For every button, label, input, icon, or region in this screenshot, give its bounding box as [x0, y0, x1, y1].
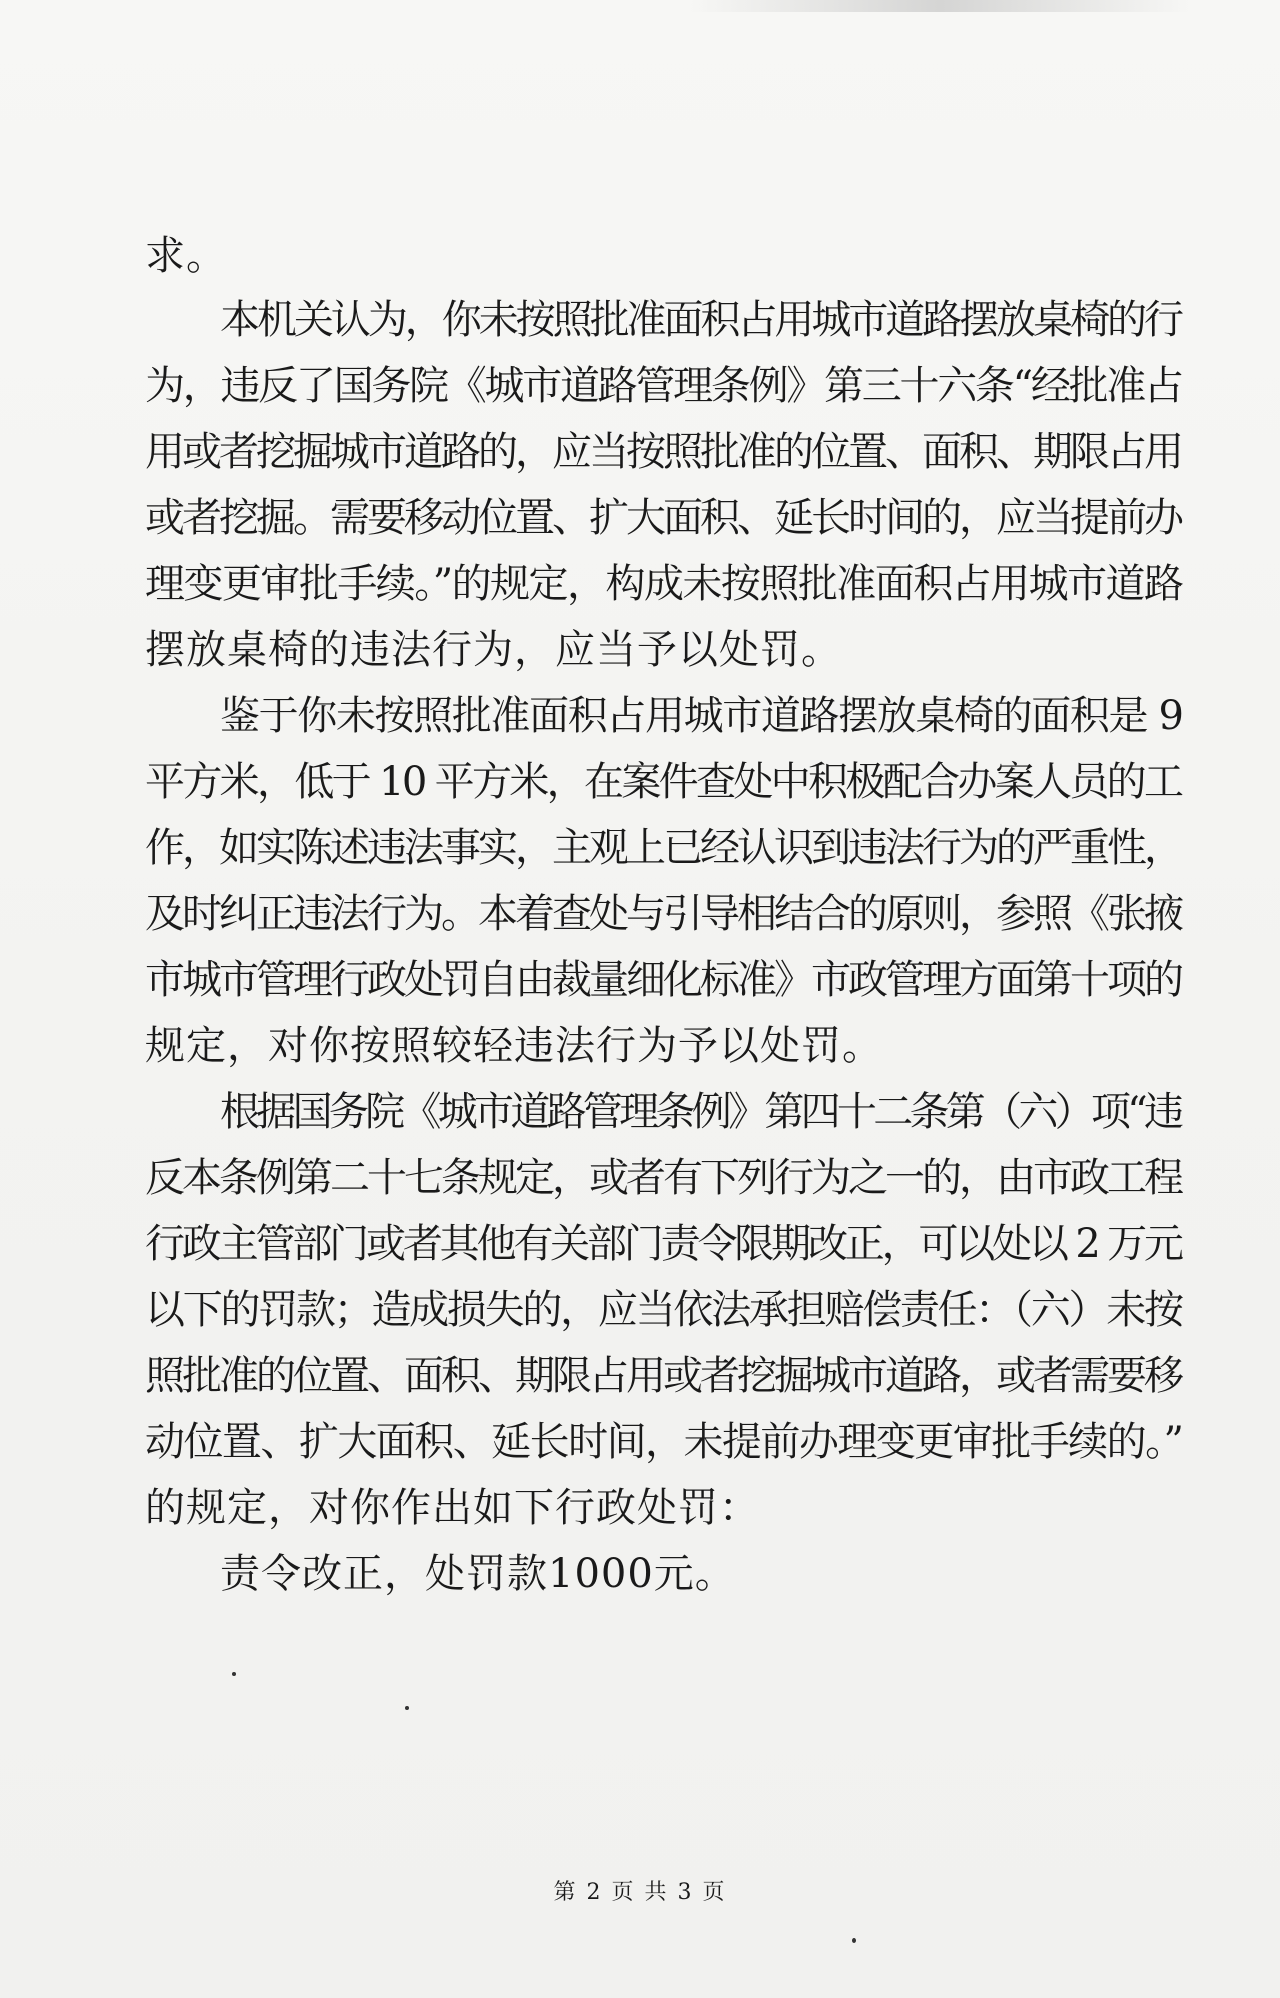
penalty-decision: 责令改正，处罚款1000元。 [220, 1551, 736, 1597]
text-line: 或者挖掘。需要移动位置、扩大面积、延长时间的，应当提前办 [145, 495, 1181, 541]
paragraph-start: 鉴于你未按照批准面积占用城市道路摆放桌椅的面积是 9 [220, 693, 1183, 739]
text-line: 以下的罚款；造成损失的，应当依法承担赔偿责任：（六）未按 [145, 1287, 1182, 1333]
text-line: 及时纠正违法行为。本着查处与引导相结合的原则，参照《张掖 [145, 891, 1181, 937]
text-line: 的规定，对你作出如下行政处罚： [145, 1485, 760, 1531]
text-line: 作，如实陈述违法事实，主观上已经认识到违法行为的严重性， [145, 825, 1181, 871]
text-line: 行政主管部门或者其他有关部门责令限期改正，可以处以 2 万元 [145, 1221, 1181, 1267]
paragraph-start: 根据国务院《城市道路管理条例》第四十二条第（六）项“违 [220, 1089, 1181, 1135]
scan-artifact [690, 0, 1190, 12]
scan-speck [405, 1706, 409, 1710]
text-line: 市城市管理行政处罚自由裁量细化标准》市政管理方面第十项的 [145, 957, 1181, 1003]
text-line: 理变更审批手续。”的规定，构成未按照批准面积占用城市道路 [145, 561, 1183, 607]
scan-speck [852, 1938, 856, 1943]
text-line: 动位置、扩大面积、延长时间，未提前办理变更审批手续的。” [145, 1419, 1183, 1465]
scan-speck [232, 1672, 236, 1676]
text-line: 平方米，低于 10 平方米，在案件查处中积极配合办案人员的工 [145, 759, 1182, 805]
text-line: 反本条例第二十七条规定，或者有下列行为之一的，由市政工程 [145, 1155, 1181, 1201]
text-line: 用或者挖掘城市道路的，应当按照批准的位置、面积、期限占用 [145, 429, 1181, 475]
text-line: 规定，对你按照较轻违法行为予以处罚。 [145, 1023, 883, 1069]
text-line: 照批准的位置、面积、期限占用或者挖掘城市道路，或者需要移 [145, 1353, 1181, 1399]
text-line: 摆放桌椅的违法行为，应当予以处罚。 [145, 627, 842, 673]
text-line: 为，违反了国务院《城市道路管理条例》第三十六条“经批准占 [145, 363, 1182, 409]
paragraph-start: 本机关认为，你未按照批准面积占用城市道路摆放桌椅的行 [220, 297, 1181, 343]
text-line: 求。 [145, 233, 227, 279]
page-number: 第 2 页 共 3 页 [553, 1880, 727, 1905]
